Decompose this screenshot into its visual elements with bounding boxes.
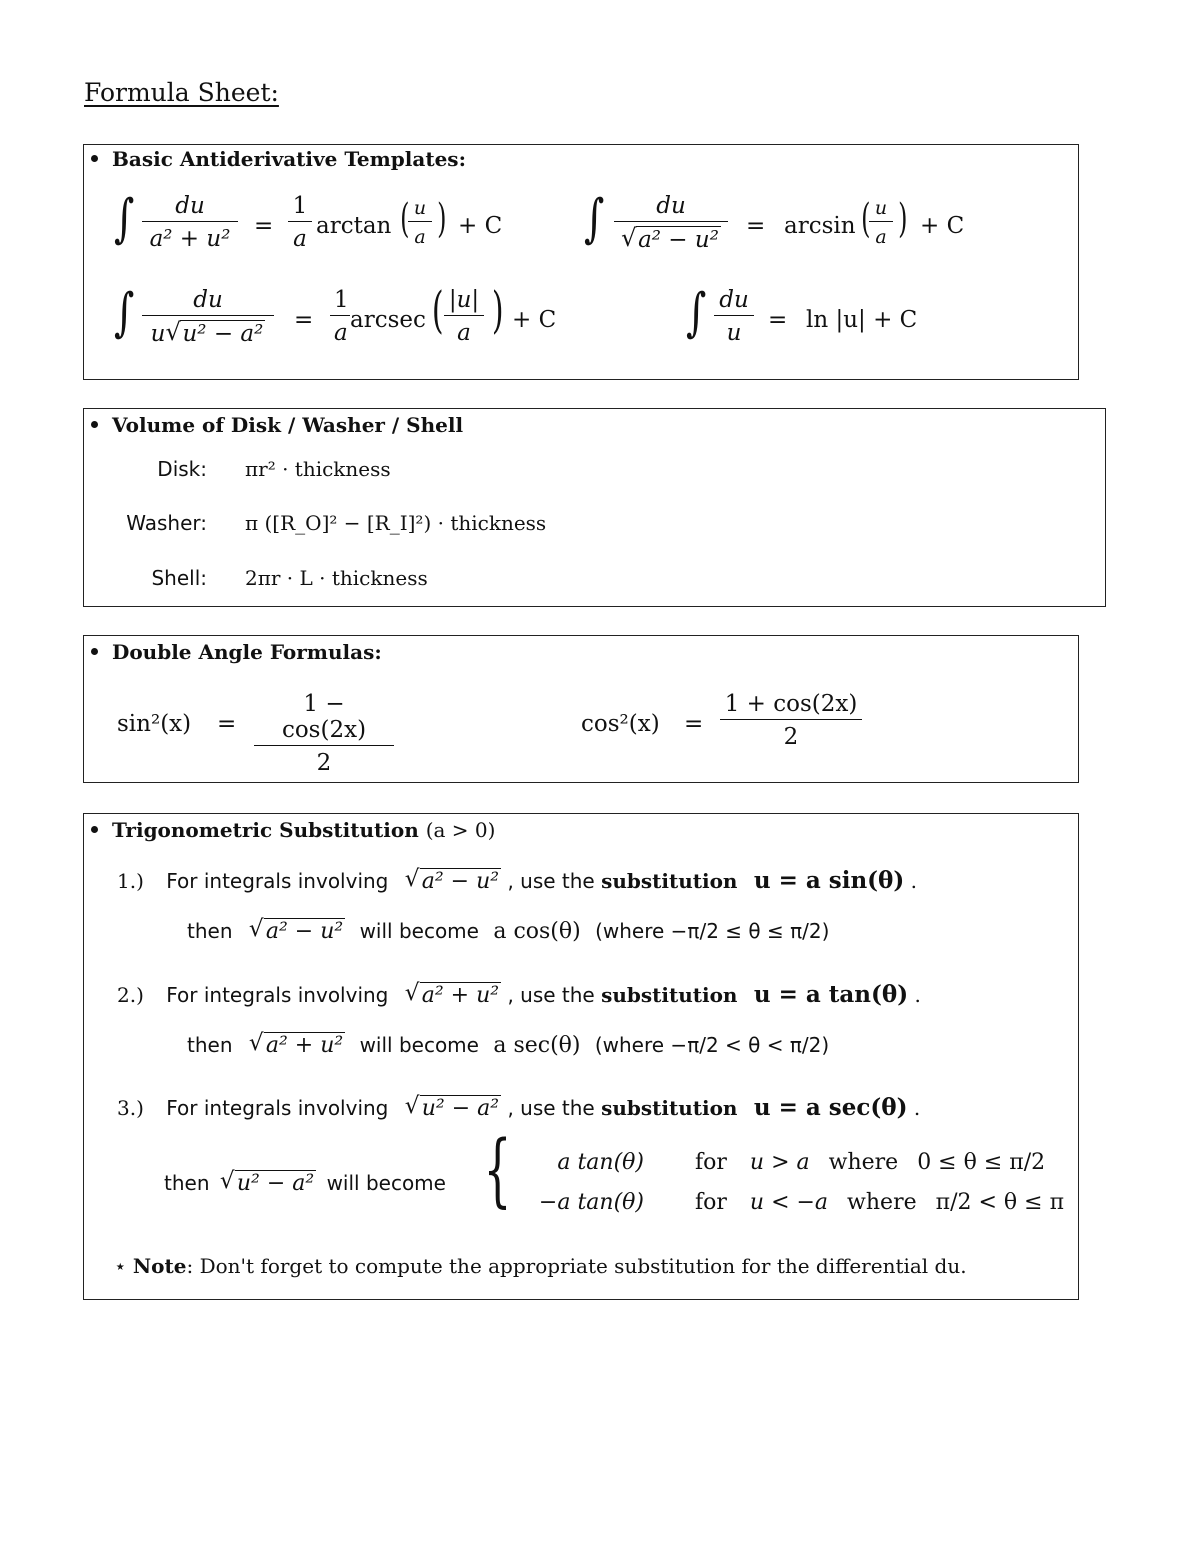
case-1: a tan(θ) for u > a where 0 ≤ θ ≤ π/2 (557, 1150, 1046, 1175)
cos-fraction: $\frac{1 + \cos(2x)}{2}$ (720, 691, 862, 750)
bullet-icon (91, 826, 98, 833)
basic-heading: Basic Antiderivative Templates: (91, 147, 466, 171)
disk-label: Disk: (157, 457, 207, 481)
page-title: Formula Sheet: (84, 78, 279, 107)
integral-sign: ∫ (114, 283, 135, 343)
trig-item-3: 3.) For integrals involving √ u² − a² , use the substitution u = a sec(θ) . (117, 1094, 920, 1121)
cos-lhs: cos²(x) (581, 711, 660, 737)
f3-fraction: $\frac{du}{\text{u√ u² − a²}}$ (142, 287, 274, 347)
f1-arg: $\frac{u}{a}$ (408, 197, 432, 248)
basic-antiderivative-box: Basic Antiderivative Templates: ∫ $\frac{du}{\text{a² + u²}}$ = $\frac{1}{a}$ arctan ( $\frac{u}{a}$ ) + C ∫ du √ a² − u² = arcsin ( $\frac{u}{a}$ ) + C ∫ $\frac{du}{\text{u√ u² − a²}}$ = $\frac{1}{a}$ arcsec ( $\frac{|u|}{a}$ ) + C ∫ $\frac{du}{u}$ = ln |u| + C (83, 144, 1079, 380)
integral-sign: ∫ (584, 189, 605, 249)
f3-coef: $\frac{1}{a}$ (330, 287, 350, 346)
shell-label: Shell: (151, 566, 207, 590)
trig-item-3-result: then √ u² − a² will become (164, 1170, 446, 1196)
sin-fraction: $\frac{1 - \cos(2x)}{2}$ (254, 691, 394, 776)
disk-formula: πr² · thickness (245, 457, 391, 481)
trig-item-1-result: then √ a² − u² will become a cos(θ) (where −π/2 ≤ θ ≤ π/2) (187, 918, 829, 944)
case-2: −a tan(θ) for u < −a where π/2 < θ ≤ π (538, 1190, 1065, 1215)
cases-brace: { (483, 1123, 512, 1216)
washer-label: Washer: (126, 511, 207, 535)
integral-sign: ∫ (686, 283, 707, 343)
sin-lhs: sin²(x) (117, 711, 192, 737)
trig-sub-box (83, 813, 1079, 1300)
trig-item-1: 1.) For integrals involving √ a² − u² , use the substitution u = a sin(θ) . (117, 867, 917, 894)
shell-formula: 2πr · L · thickness (245, 566, 428, 590)
f2-fraction: du √ a² − u² (614, 193, 728, 253)
washer-formula: π ([R_O]² − [R_I]²) · thickness (245, 511, 547, 535)
f3-arg: $\frac{|u|}{a}$ (444, 287, 484, 346)
trig-heading: Trigonometric Substitution (a > 0) (91, 818, 495, 842)
bullet-icon (91, 648, 98, 655)
volume-heading: Volume of Disk / Washer / Shell (91, 413, 463, 437)
trig-item-2: 2.) For integrals involving √ a² + u² , use the substitution u = a tan(θ) . (117, 981, 921, 1008)
bullet-icon (91, 421, 98, 428)
f4-fraction: $\frac{du}{u}$ (714, 287, 754, 346)
note: ⋆ Note: Don't forget to compute the appropriate substitution for the differential du. (114, 1254, 967, 1278)
trig-item-2-result: then √ a² + u² will become a sec(θ) (where −π/2 < θ < π/2) (187, 1032, 829, 1058)
f2-arg: $\frac{u}{a}$ (869, 197, 893, 248)
double-angle-box: Double Angle Formulas: sin²(x) = $\frac{1 - \cos(2x)}{2}$ cos²(x) = $\frac{1 + \cos(2x)}{2}$ (83, 635, 1079, 783)
integral-sign: ∫ (114, 189, 135, 249)
f1-coef: $\frac{1}{a}$ (288, 193, 312, 252)
f1-fraction: $\frac{du}{\text{a² + u²}}$ (142, 193, 238, 252)
bullet-icon (91, 155, 98, 162)
double-angle-heading: Double Angle Formulas: (91, 640, 382, 664)
volume-box (83, 408, 1106, 607)
star-icon: ⋆ (114, 1254, 127, 1278)
